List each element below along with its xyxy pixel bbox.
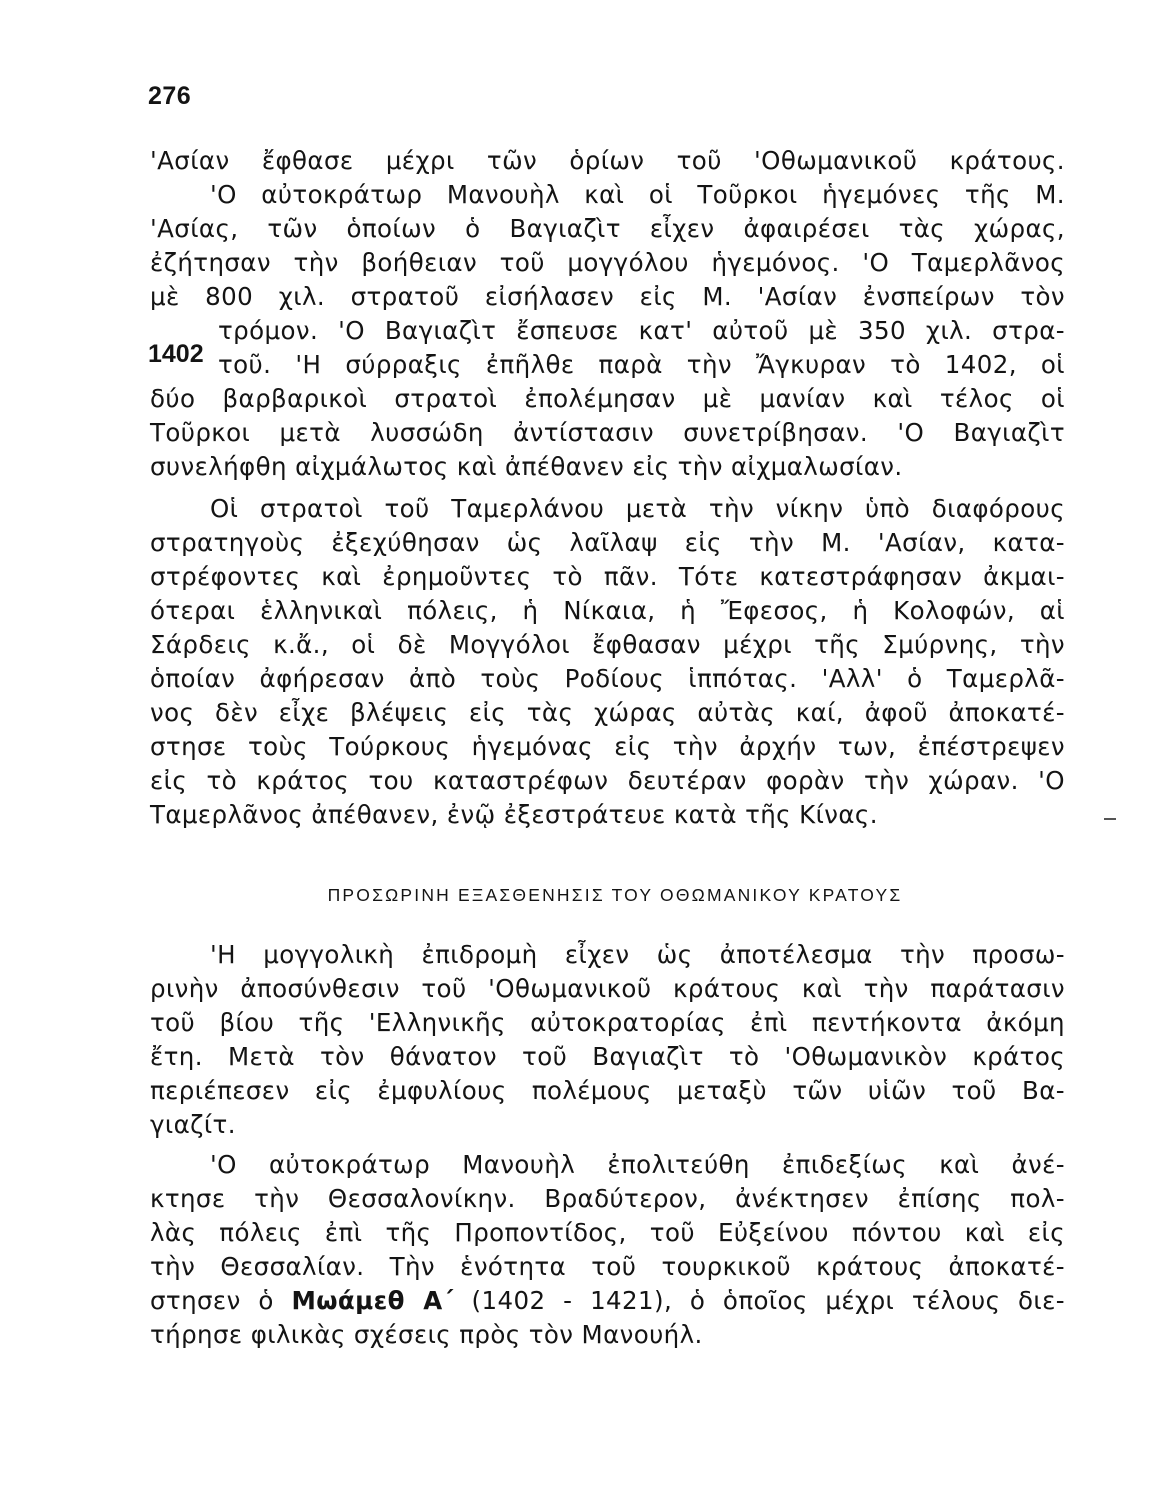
text-line: τοῦ βίου τῆς 'Ελληνικῆς αὐτοκρατορίας ἐπὶ πεντήκοντα ἀκόμη: [150, 1008, 1065, 1037]
text-line: εἰς τὸ κράτος του καταστρέφων δευτέραν φορὰν τὴν χώραν. 'Ο: [150, 766, 1065, 795]
text-line: Οἱ στρατοὶ τοῦ Ταμερλάνου μετὰ τὴν νίκην ὑπὸ διαφόρους: [210, 494, 1065, 523]
page-number: 276: [148, 82, 192, 110]
text-line: ὁποίαν ἀφήρεσαν ἀπὸ τοὺς Ροδίους ἱππότας. 'Αλλ' ὁ Ταμερλᾶ-: [150, 664, 1065, 693]
text-line: στησε τοὺς Τούρκους ἡγεμόνας εἰς τὴν ἀρχήν των, ἐπέστρεψεν: [150, 732, 1065, 761]
text-line: στρέφοντες καὶ ἐρημοῦντες τὸ πᾶν. Τότε κατεστράφησαν ἀκμαι-: [150, 562, 1065, 591]
text-line: τοῦ. 'Η σύρραξις ἐπῆλθε παρὰ τὴν Ἄγκυραν τὸ 1402, οἱ: [218, 350, 1065, 379]
edge-mark: [1104, 818, 1116, 820]
text-line: συνελήφθη αἰχμάλωτος καὶ ἀπέθανεν εἰς τὴν αἰχμαλωσίαν.: [150, 452, 903, 481]
text-line: νος δὲν εἶχε βλέψεις εἰς τὰς χώρας αὐτὰς καί, ἀφοῦ ἀποκατέ-: [150, 698, 1065, 727]
text-line: 'Ο αὐτοκράτωρ Μανουὴλ καὶ οἱ Τοῦρκοι ἡγεμόνες τῆς Μ.: [210, 180, 1065, 209]
text-line: Σάρδεις κ.ἄ., οἱ δὲ Μογγόλοι ἔφθασαν μέχρι τῆς Σμύρνης, τὴν: [150, 630, 1065, 659]
text-line: 'Ασίαν ἔφθασε μέχρι τῶν ὁρίων τοῦ 'Οθωμανικοῦ κράτους.: [150, 146, 1065, 175]
text-line: στρατηγοὺς ἐξεχύθησαν ὡς λαῖλαψ εἰς τὴν Μ. 'Ασίαν, κατα-: [150, 528, 1065, 557]
text-line: ρινὴν ἀποσύνθεσιν τοῦ 'Οθωμανικοῦ κράτους καὶ τὴν παράτασιν: [150, 974, 1065, 1003]
text-line: κτησε τὴν Θεσσαλονίκην. Βραδύτερον, ἀνέκτησεν ἐπίσης πολ-: [150, 1184, 1065, 1213]
margin-year: 1402: [148, 340, 204, 368]
text-line: τρόμον. 'Ο Βαγιαζὶτ ἔσπευσε κατ' αὐτοῦ μὲ 350 χιλ. στρα-: [218, 316, 1065, 345]
text-line-with-name: [150, 1284, 1065, 1318]
text-line: τὴν Θεσσαλίαν. Τὴν ἑνότητα τοῦ τουρκικοῦ κράτους ἀποκατέ-: [150, 1252, 1065, 1281]
text-line: Τοῦρκοι μετὰ λυσσώδη ἀντίστασιν συνετρίβησαν. 'Ο Βαγιαζὶτ: [150, 418, 1065, 447]
text-line: ἐζήτησαν τὴν βοήθειαν τοῦ μογγόλου ἡγεμόνος. 'Ο Ταμερλᾶνος: [150, 248, 1065, 277]
text-line: 'Η μογγολικὴ ἐπιδρομὴ εἶχεν ὡς ἀποτέλεσμα τὴν προσω-: [210, 940, 1065, 969]
text-line: Ταμερλᾶνος ἀπέθανεν, ἐνῷ ἐξεστράτευε κατὰ τῆς Κίνας.: [150, 800, 878, 829]
text-line: μὲ 800 χιλ. στρατοῦ εἰσήλασεν εἰς Μ. 'Ασίαν ἐνσπείρων τὸν: [150, 282, 1065, 311]
text-line: λὰς πόλεις ἐπὶ τῆς Προποντίδος, τοῦ Εὐξείνου πόντου καὶ εἰς: [150, 1218, 1065, 1247]
text-line: περιέπεσεν εἰς ἐμφυλίους πολέμους μεταξὺ τῶν υἱῶν τοῦ Βα-: [150, 1076, 1065, 1105]
text-line: 'Ο αὐτοκράτωρ Μανουὴλ ἐπολιτεύθη ἐπιδεξίως καὶ ἀνέ-: [210, 1150, 1065, 1179]
text-line: δύο βαρβαρικοὶ στρατοὶ ἐπολέμησαν μὲ μανίαν καὶ τέλος οἱ: [150, 384, 1065, 413]
section-heading: ΠΡΟΣΩΡΙΝΗ ΕΞΑΣΘΕΝΗΣΙΣ ΤΟΥ ΟΘΩΜΑΝΙΚΟΥ ΚΡΑΤΟΥΣ: [327, 885, 903, 905]
text-line: γιαζίτ.: [150, 1110, 236, 1139]
bold-name: Μωάμεθ Α΄: [291, 1286, 454, 1315]
text-line: ἔτη. Μετὰ τὸν θάνατον τοῦ Βαγιαζὶτ τὸ 'Οθωμανικὸν κράτος: [150, 1042, 1065, 1071]
text-fragment: στησεν ὁ: [150, 1286, 292, 1315]
text-line: ότεραι ἑλληνικαὶ πόλεις, ἡ Νίκαια, ἡ Ἔφεσος, ἡ Κολοφών, αἱ: [150, 596, 1065, 625]
text-fragment: (1402 - 1421), ὁ ὁποῖος μέχρι τέλους διε-: [453, 1286, 1065, 1315]
text-line: 'Ασίας, τῶν ὁποίων ὁ Βαγιαζὶτ εἶχεν ἀφαιρέσει τὰς χώρας,: [150, 214, 1065, 243]
text-line: τήρησε φιλικὰς σχέσεις πρὸς τὸν Μανουήλ.: [150, 1320, 703, 1349]
